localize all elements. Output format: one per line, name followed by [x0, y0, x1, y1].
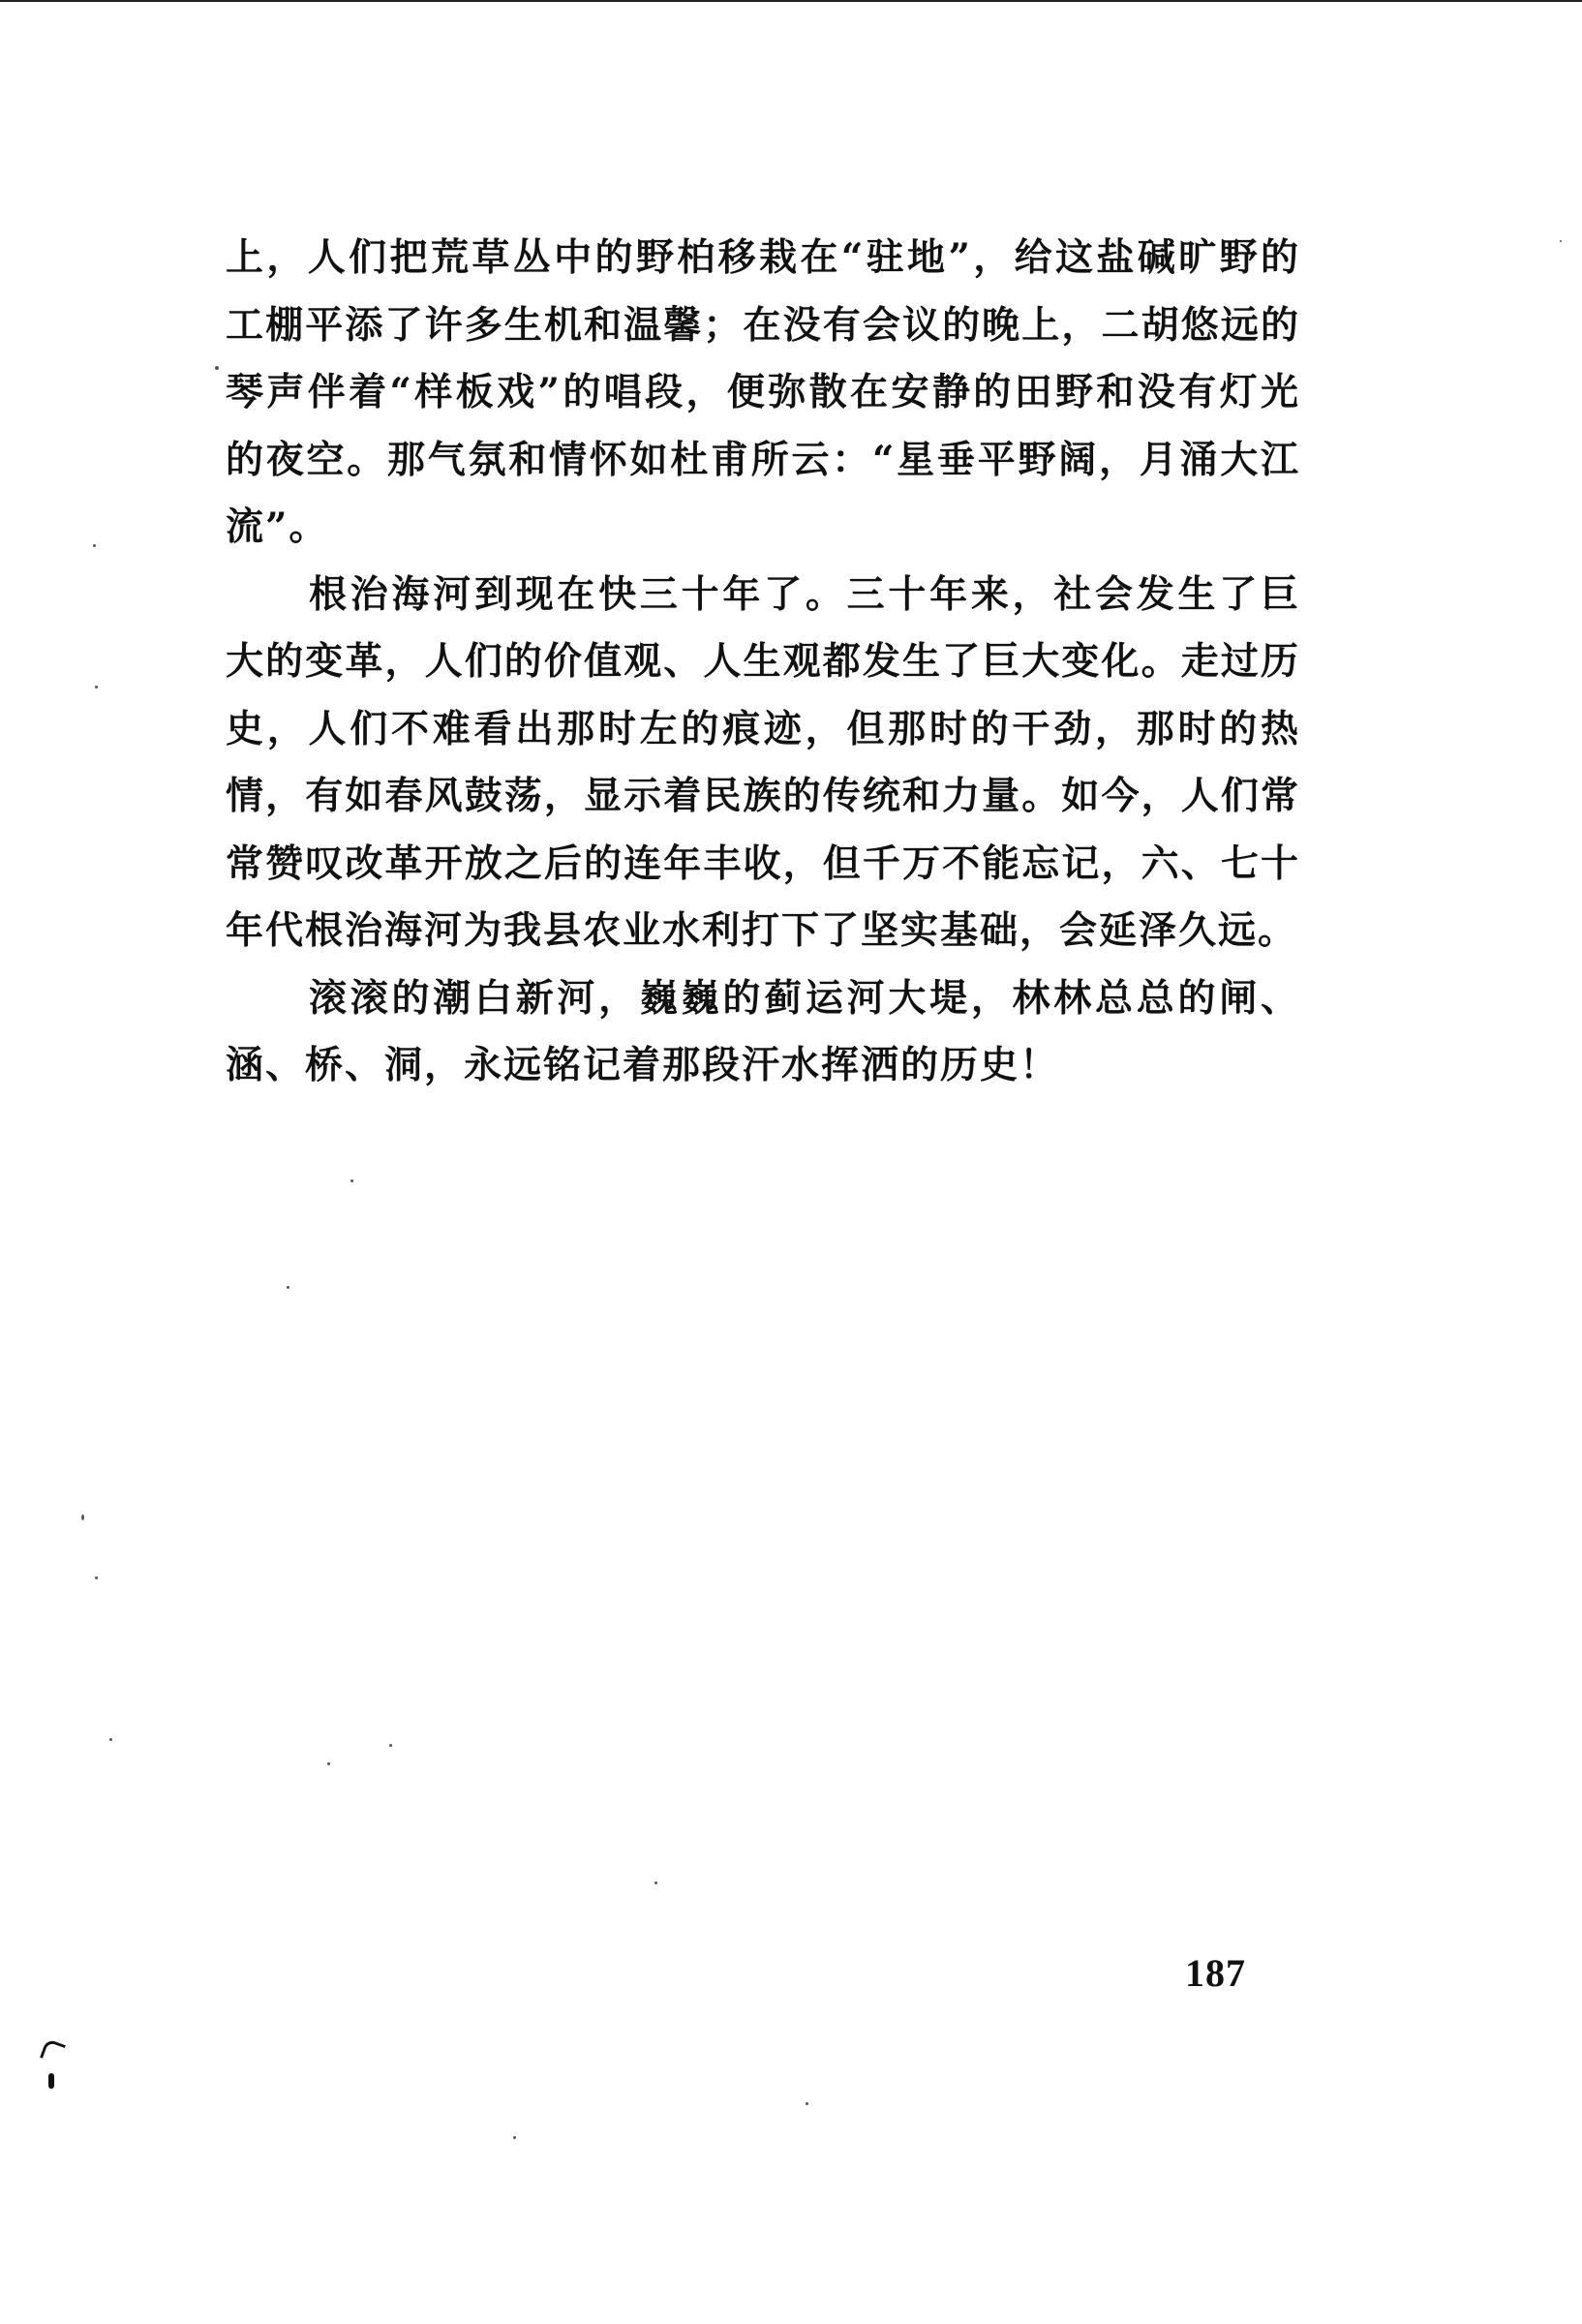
scan-speck	[327, 1762, 330, 1765]
paragraph-continued: 上，人们把荒草丛中的野柏移栽在“驻地”，给这盐碱旷野的工棚平添了许多生机和温馨；在没有会议的晚上，二胡悠远的琴声伴着“样板戏”的唱段，便弥散在安静的田野和没有灯光的夜空。那气氛和情怀如杜甫所云：“星垂平野阔，月涌大江流”。	[226, 235, 1300, 549]
scan-speck	[287, 1286, 289, 1289]
scan-top-edge	[0, 0, 1582, 2]
scan-speck	[81, 1514, 84, 1520]
scan-speck	[389, 1744, 392, 1747]
scan-speck	[95, 1576, 98, 1579]
binding-mark-icon	[48, 2073, 54, 2089]
paragraph-reflection: 根治海河到现在快三十年了。三十年来，社会发生了巨大的变革，人们的价值观、人生观都发生了巨大变化。走过历史，人们不难看出那时左的痕迹，但那时的干劲，那时的热情，有如春风鼓荡，显示着民族的传统和力量。如今，人们常常赞叹改革开放之后的连年丰收，但千万不能忘记，六、七十年代根治海河为我县农业水利打下了坚实基础，会延泽久远。	[226, 571, 1300, 953]
page-number: 187	[1185, 1951, 1246, 1995]
scan-speck	[93, 544, 96, 547]
scan-speck	[350, 1179, 353, 1182]
page-body	[226, 225, 1300, 1100]
scan-speck	[806, 2102, 808, 2105]
scan-speck	[215, 366, 219, 370]
scan-speck	[109, 1738, 112, 1741]
scan-speck	[513, 2136, 516, 2139]
binding-mark-icon	[40, 2038, 66, 2064]
scan-speck	[95, 686, 98, 688]
scan-speck	[654, 1881, 657, 1884]
scan-speck	[1560, 240, 1562, 242]
paragraph-closing: 滚滚的潮白新河，巍巍的蓟运河大堤，林林总总的闸、涵、桥、洞，永远铭记着那段汗水挥洒的历史！	[226, 975, 1300, 1087]
